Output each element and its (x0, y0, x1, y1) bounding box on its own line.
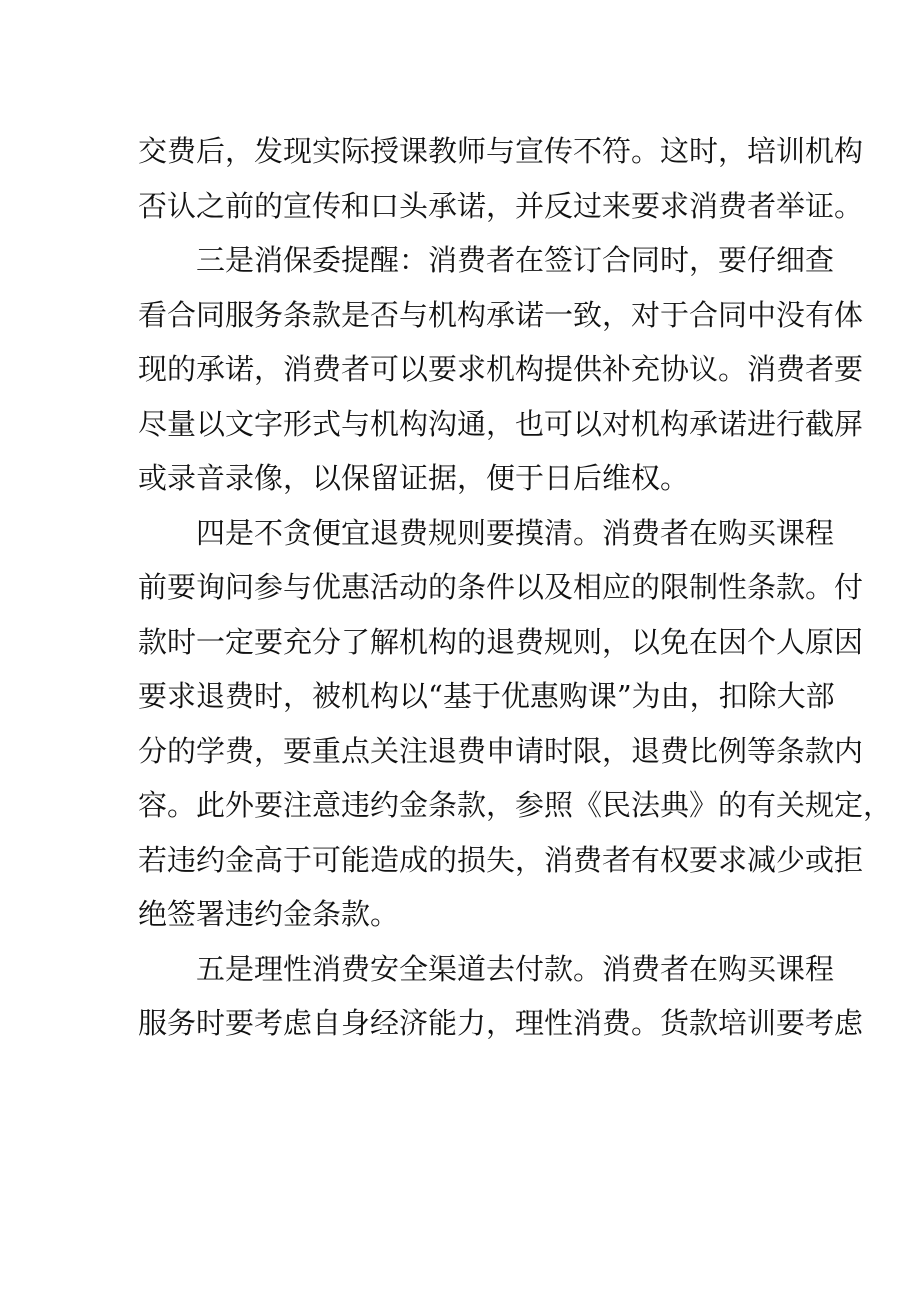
text-line: 分的学费，要重点关注退费申请时限，退费比例等条款内 (138, 733, 864, 768)
text-line: 要求退费时，被机构以“基于优惠购课”为由，扣除大部 (138, 679, 835, 713)
text-line: 容。此外要注意违约金条款，参照《民法典》的有关规定， (138, 788, 893, 822)
text-line: 或录音录像，以保留证据，便于日后维权。 (138, 461, 690, 495)
text-line: 现的承诺，消费者可以要求机构提供补充协议。消费者要 (138, 352, 864, 386)
text-line: 绝签署违约金条款。 (138, 897, 400, 931)
text-line: 四是不贪便宜退费规则要摸清。消费者在购买课程 (196, 515, 835, 550)
text-line: 前要询问参与优惠活动的条件以及相应的限制性条款。付 (138, 570, 864, 604)
paragraph-4 (138, 942, 864, 1051)
paragraph-3 (138, 506, 893, 942)
text-line: 否认之前的宣传和口头承诺，并反过来要求消费者举证。 (138, 188, 864, 223)
text-line: 三是消保委提醒：消费者在签订合同时，要仔细查 (196, 243, 835, 277)
text-line: 服务时要考虑自身经济能力，理性消费。货款培训要考虑 (138, 1006, 864, 1040)
text-line: 款时一定要充分了解机构的退费规则，以免在因个人原因 (138, 624, 864, 659)
text-line: 交费后，发现实际授课教师与宣传不符。这时，培训机构 (138, 134, 864, 168)
paragraph-2 (138, 233, 864, 506)
paragraph-1 (138, 124, 864, 233)
text-line: 五是理性消费安全渠道去付款。消费者在购买课程 (196, 951, 835, 986)
text-line: 看合同服务条款是否与机构承诺一致，对于合同中没有体 (138, 297, 864, 332)
document-body (138, 124, 893, 1051)
text-line: 若违约金高于可能造成的损失，消费者有权要求减少或拒 (138, 842, 864, 877)
text-line: 尽量以文字形式与机构沟通，也可以对机构承诺进行截屏 (138, 406, 864, 441)
